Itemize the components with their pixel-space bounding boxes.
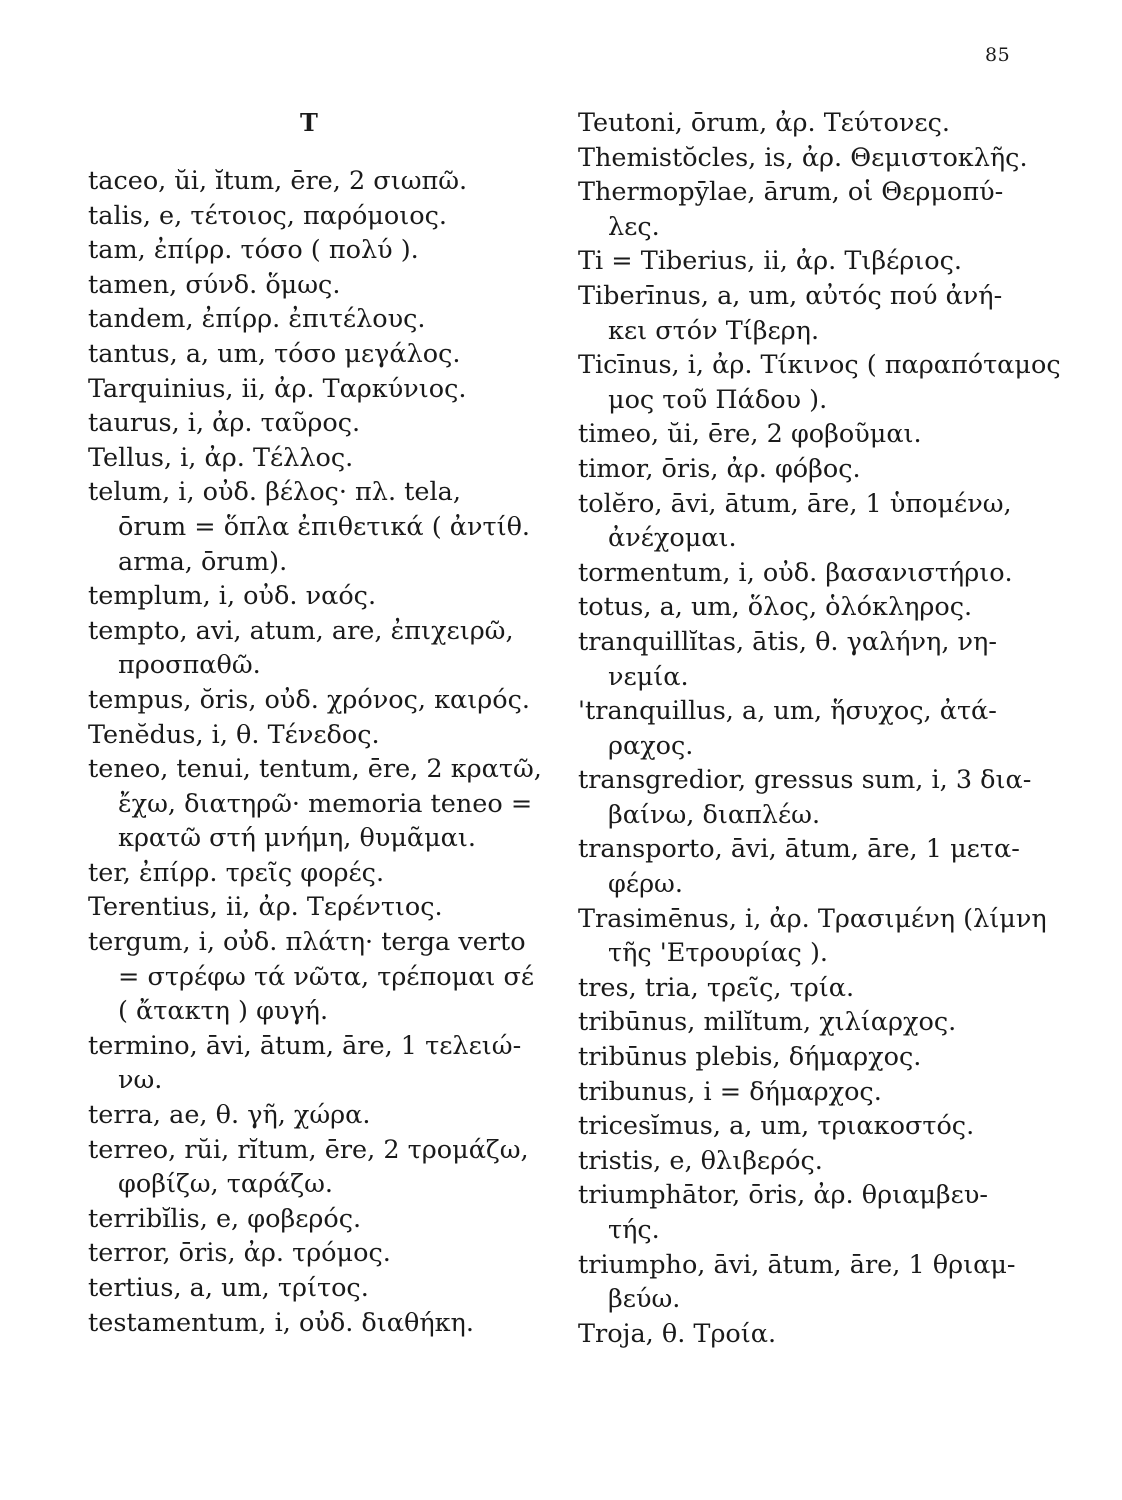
dictionary-entry-continuation: ( ἄτακτη ) φυγή. (118, 996, 329, 1027)
dictionary-entry: tormentum, i, οὐδ. βασανιστήριο. (578, 557, 1013, 588)
dictionary-entry: timor, ōris, ἀρ. φόβος. (578, 453, 861, 484)
dictionary-entry: Tiberīnus, a, um, αὐτός πού ἀνή- (578, 280, 1003, 311)
dictionary-entry: termino, āvi, ātum, āre, 1 τελειώ- (88, 1030, 522, 1061)
dictionary-entry-continuation: κει στόν Τίβερη. (608, 315, 820, 346)
dictionary-entry-continuation: νεμία. (608, 661, 689, 692)
dictionary-entry-continuation: φοβίζω, ταράζω. (118, 1169, 334, 1200)
dictionary-entry-continuation: ἀνέχομαι. (608, 523, 737, 554)
page-number: 85 (985, 44, 1011, 66)
dictionary-entry: tolĕro, āvi, ātum, āre, 1 ὑπομένω, (578, 488, 1012, 519)
dictionary-entry: terreo, rŭi, rĭtum, ēre, 2 τρομάζω, (88, 1134, 529, 1165)
dictionary-entry: tricesĭmus, a, um, τριακοστός. (578, 1111, 975, 1142)
dictionary-entry: Ti = Tiberius, ii, ἀρ. Τιβέριος. (578, 246, 963, 277)
left-column (88, 164, 542, 1340)
right-column (578, 106, 1061, 1351)
dictionary-entry: teneo, tenui, tentum, ēre, 2 κρατῶ, (88, 754, 542, 785)
dictionary-entry: terror, ōris, ἀρ. τρόμος. (88, 1238, 391, 1269)
dictionary-entry: transporto, āvi, ātum, āre, 1 μετα- (578, 834, 1020, 865)
dictionary-entry-continuation: ōrum = ὅπλα ἐπιθετικά ( ἀντίθ. (118, 511, 531, 542)
dictionary-entry: totus, a, um, ὅλος, ὁλόκληρος. (578, 592, 973, 623)
dictionary-entry: tranquillĭtas, ātis, θ. γαλήνη, νη- (578, 626, 997, 657)
dictionary-entry-continuation: ἔχω, διατηρῶ· memoria teneo = (118, 788, 533, 819)
dictionary-entry: tamen, σύνδ. ὅμως. (88, 269, 341, 300)
dictionary-entry: tristis, e, θλιβερός. (578, 1145, 823, 1176)
dictionary-entry-continuation: προσπαθῶ. (118, 650, 261, 681)
dictionary-entry-continuation: ραχος. (608, 730, 694, 761)
dictionary-entry: tempus, ŏris, οὐδ. χρόνος, καιρός. (88, 684, 531, 715)
dictionary-entry: Teutoni, ōrum, ἀρ. Τεύτονες. (578, 108, 950, 138)
dictionary-entry-continuation: φέρω. (608, 869, 683, 900)
dictionary-entry-continuation: arma, ōrum). (118, 546, 288, 577)
dictionary-entry: talis, e, τέτοιος, παρόμοιος. (88, 200, 447, 231)
dictionary-entry: Ticīnus, i, ἀρ. Τίκινος ( παραπόταμος (578, 350, 1061, 381)
dictionary-entry: templum, i, οὐδ. ναός. (88, 581, 377, 612)
dictionary-entry-continuation: μος τοῦ Πάδου ). (608, 384, 828, 415)
dictionary-entry-continuation: κρατῶ στή μνήμη, θυμᾶμαι. (118, 823, 477, 854)
dictionary-entry: telum, i, οὐδ. βέλος· πλ. tela, (88, 477, 461, 508)
dictionary-entry: terribĭlis, e, φοβερός. (88, 1203, 362, 1234)
section-letter: T (300, 108, 318, 137)
dictionary-entry: taceo, ŭi, ĭtum, ēre, 2 σιωπῶ. (88, 166, 468, 196)
dictionary-entry: testamentum, i, οὐδ. διαθήκη. (88, 1307, 474, 1338)
dictionary-entry-continuation: βαίνω, διαπλέω. (608, 799, 821, 830)
dictionary-entry: Thermopȳlae, ārum, οἱ Θερμοπύ- (578, 177, 1004, 208)
dictionary-entry: transgredior, gressus sum, i, 3 δια- (578, 765, 1032, 796)
dictionary-entry: tribūnus plebis, δήμαρχος. (578, 1042, 922, 1073)
dictionary-entry: Troja, θ. Τροία. (578, 1318, 777, 1349)
dictionary-entry: tribūnus, milĭtum, χιλίαρχος. (578, 1007, 957, 1038)
dictionary-entry-continuation: λες. (608, 211, 660, 242)
dictionary-entry: tribunus, i = δήμαρχος. (578, 1076, 882, 1107)
dictionary-entry-continuation: νω. (118, 1065, 163, 1096)
dictionary-entry: 'tranquillus, a, um, ἥσυχος, ἀτά- (578, 696, 997, 727)
dictionary-entry: Terentius, ii, ἀρ. Τερέντιος. (88, 892, 443, 923)
dictionary-entry: triumphātor, ōris, ἀρ. θριαμβευ- (578, 1180, 988, 1211)
dictionary-entry: tantus, a, um, τόσο μεγάλος. (88, 338, 461, 369)
dictionary-entry: tres, tria, τρεῖς, τρία. (578, 972, 855, 1003)
dictionary-entry: tergum, i, οὐδ. πλάτη· terga verto (88, 927, 526, 958)
dictionary-entry: Trasimēnus, i, ἀρ. Τρασιμένη (λίμνη (578, 903, 1047, 934)
dictionary-entry-continuation: βεύω. (608, 1284, 681, 1315)
dictionary-entry: tertius, a, um, τρίτος. (88, 1273, 369, 1303)
dictionary-entry: taurus, i, ἀρ. ταῦρος. (88, 408, 361, 439)
dictionary-entry: tandem, ἐπίρρ. ἐπιτέλους. (88, 304, 426, 335)
dictionary-entry: Tellus, i, ἀρ. Τέλλος. (88, 442, 354, 473)
dictionary-entry-continuation: τῆς 'Ετρουρίας ). (608, 938, 828, 969)
dictionary-entry: tam, ἐπίρρ. τόσο ( πολύ ). (88, 235, 419, 266)
dictionary-entry: ter, ἐπίρρ. τρεῖς φορές. (88, 857, 385, 888)
dictionary-entry: Themistŏcles, is, ἀρ. Θεμιστοκλῆς. (578, 142, 1028, 173)
dictionary-entry-continuation: = στρέφω τά νῶτα, τρέπομαι σέ (118, 961, 535, 992)
dictionary-entry: triumpho, āvi, ātum, āre, 1 θριαμ- (578, 1249, 1016, 1280)
dictionary-entry: timeo, ŭi, ēre, 2 φοβοῦμαι. (578, 419, 922, 450)
dictionary-entry-continuation: τής. (608, 1215, 660, 1245)
dictionary-entry: Tenĕdus, i, θ. Τένεδος. (88, 719, 380, 750)
dictionary-entry: Tarquinius, ii, ἀρ. Ταρκύνιος. (88, 373, 467, 404)
dictionary-entry: tempto, avi, atum, are, ἐπιχειρῶ, (88, 615, 514, 646)
dictionary-entry: terra, ae, θ. γῆ, χώρα. (88, 1100, 371, 1131)
